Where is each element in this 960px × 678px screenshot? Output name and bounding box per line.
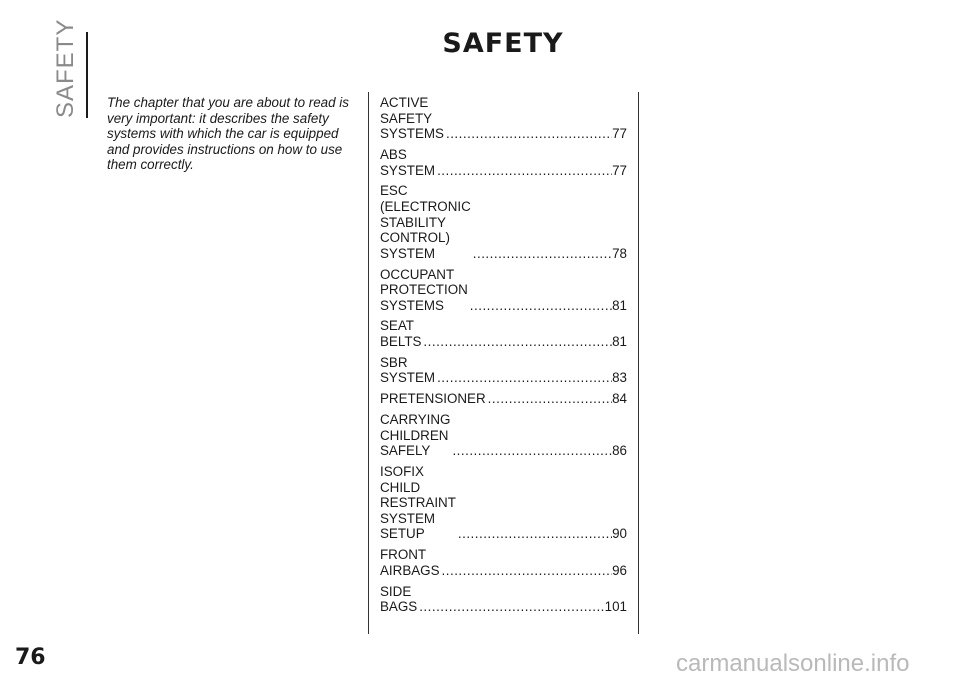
toc-entry-title: SEAT BELTS (380, 318, 422, 350)
toc-entry[interactable] (380, 391, 627, 407)
toc-entry[interactable] (380, 547, 627, 578)
toc-entry-title: OCCUPANT PROTECTION SYSTEMS (380, 266, 468, 313)
side-section-label: SAFETY (52, 18, 79, 118)
toc-leader-dots (456, 526, 612, 542)
toc-leader-dots (486, 391, 612, 407)
toc-entry-page: 96 (612, 562, 627, 578)
toc-leader-dots (435, 370, 612, 386)
toc-entry-title: SIDE BAGS (380, 583, 418, 615)
toc-entry[interactable] (380, 464, 627, 542)
toc-leader-dots (435, 163, 612, 179)
toc-entry-title: ISOFIX CHILD RESTRAINT SYSTEM SETUP (380, 463, 456, 542)
toc-entry-title: ESC (ELECTRONIC STABILITY CONTROL) SYSTEM (380, 183, 471, 261)
toc-leader-dots (471, 246, 612, 262)
toc-entry-title: ABS SYSTEM (380, 146, 436, 178)
chapter-intro: The chapter that you are about to read is very important: it describes the safety systems with which the car is equipped and provides instructions on how to use them correctly. (107, 95, 349, 173)
toc-entry[interactable] (380, 267, 627, 314)
toc-entry-page: 86 (612, 443, 627, 459)
toc-entry-title: SBR SYSTEM (380, 354, 436, 386)
toc-entry-page: 90 (612, 526, 627, 542)
toc-entry-page: 84 (612, 391, 627, 407)
watermark: carmanualsonline.info (676, 650, 910, 677)
toc-entry[interactable] (380, 355, 627, 386)
toc-entry[interactable] (380, 147, 627, 178)
toc-entry[interactable] (380, 412, 627, 459)
column-divider-right (638, 92, 639, 634)
toc-entry-title: PRETENSIONER (380, 391, 486, 407)
toc-entry-page: 81 (612, 297, 627, 313)
toc-leader-dots (468, 298, 612, 314)
toc-leader-dots (417, 599, 604, 615)
toc-entry-title: FRONT AIRBAGS (380, 547, 440, 578)
toc-leader-dots (444, 126, 612, 142)
toc-leader-dots (440, 563, 613, 579)
toc-entry[interactable] (380, 318, 627, 349)
chapter-title: SAFETY (442, 28, 564, 59)
toc-leader-dots (421, 334, 612, 350)
toc-entry-page: 77 (612, 126, 627, 142)
toc-entry[interactable] (380, 95, 627, 142)
toc-entry[interactable] (380, 584, 627, 615)
toc-entry-page: 78 (612, 245, 627, 261)
toc-entry-page: 101 (604, 599, 627, 615)
toc-entry-page: 77 (612, 162, 627, 178)
toc-entry-title: ACTIVE SAFETY SYSTEMS (380, 95, 444, 142)
toc-entry-page: 83 (612, 370, 627, 386)
toc-entry[interactable] (380, 183, 627, 261)
table-of-contents (380, 95, 627, 620)
toc-entry-page: 81 (612, 334, 627, 350)
column-divider-left (368, 92, 369, 634)
toc-leader-dots (450, 443, 612, 459)
page-number: 76 (15, 645, 46, 670)
toc-entry-title: CARRYING CHILDREN SAFELY (380, 412, 451, 459)
